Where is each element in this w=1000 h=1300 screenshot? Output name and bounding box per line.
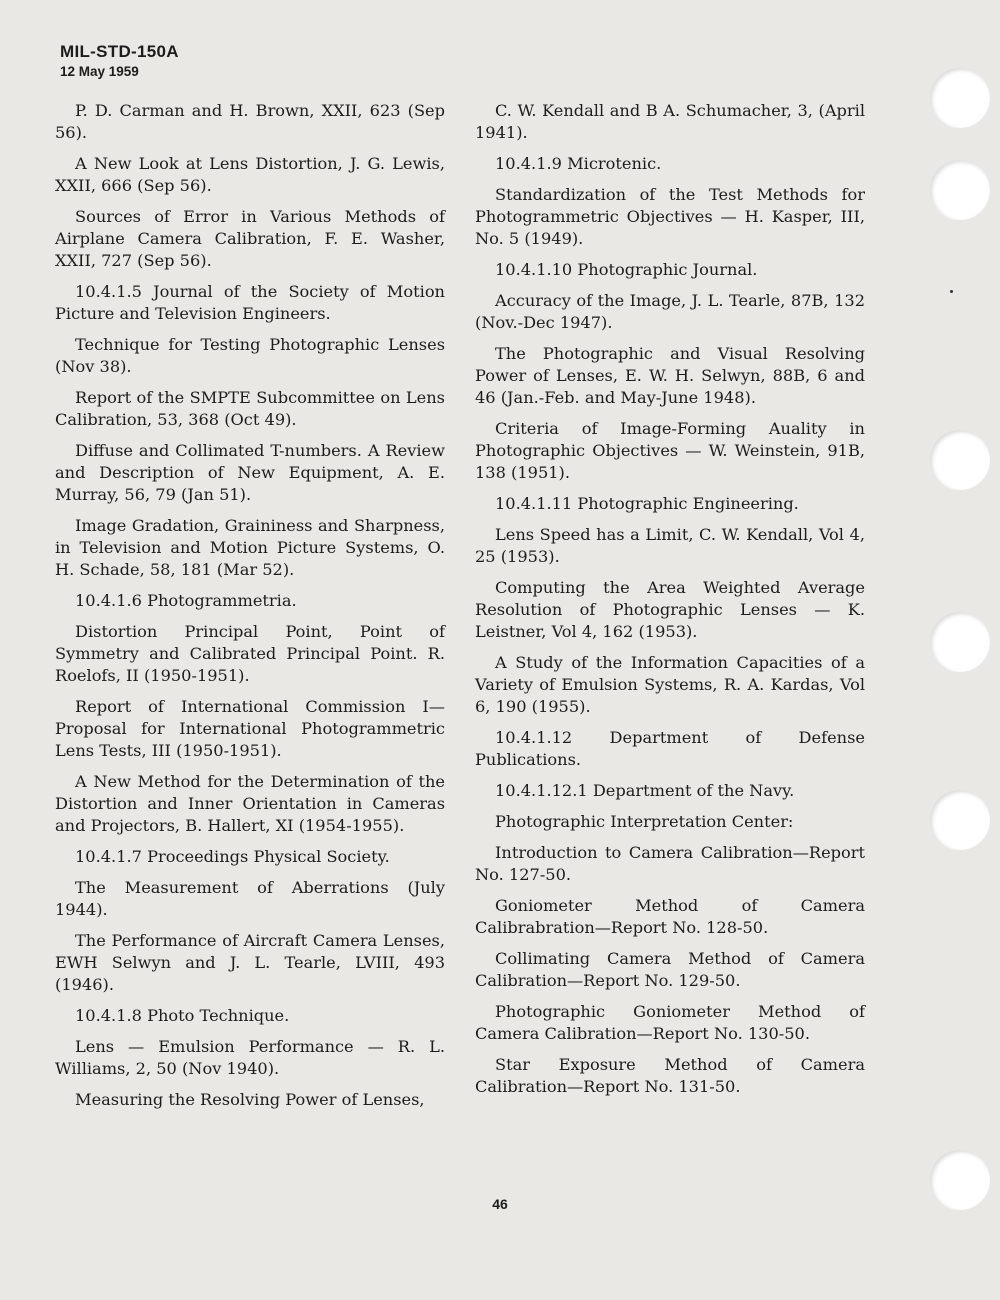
reference-entry: Image Gradation, Graininess and Sharpness, in Television and Motion Picture Systems, O. H. Schade, 58, 181 (Mar 52).: [55, 516, 445, 579]
reference-entry: Goniometer Method of Camera Calibrabration—Report No. 128-50.: [475, 896, 865, 937]
binder-hole: [930, 68, 990, 128]
reference-entry: Report of International Commission I— Proposal for International Photogrammetric Lens Tests, III (1950-1951).: [55, 697, 445, 760]
section-heading: 10.4.1.9 Microtenic.: [495, 154, 662, 173]
reference-entry: A New Method for the Determination of the Distortion and Inner Orientation in Cameras and Projectors, B. Hallert, XI (1954-1955).: [55, 772, 445, 835]
reference-entry: A Study of the Information Capacities of a Variety of Emulsion Systems, R. A. Kardas, Vol 6, 190 (1955).: [475, 653, 865, 716]
reference-entry: Photographic Goniometer Method of Camera Calibration—Report No. 130-50.: [475, 1002, 865, 1043]
reference-entry: C. W. Kendall and B A. Schumacher, 3, (April 1941).: [475, 101, 865, 142]
reference-entry: Lens Speed has a Limit, C. W. Kendall, Vol 4, 25 (1953).: [475, 525, 865, 566]
reference-entry: Criteria of Image-Forming Auality in Photographic Objectives — W. Weinstein, 91B, 138 (1951).: [475, 419, 865, 482]
sub-heading: Photographic Interpretation Center:: [495, 812, 794, 831]
page-header: [60, 42, 179, 79]
section-heading: 10.4.1.8 Photo Technique.: [75, 1006, 290, 1025]
document-date: 12 May 1959: [60, 64, 139, 79]
reference-entry: Measuring the Resolving Power of Lenses,: [75, 1090, 425, 1109]
reference-entry: Computing the Area Weighted Average Resolution of Photographic Lenses — K. Leistner, Vol 4, 162 (1953).: [475, 578, 865, 641]
reference-entry: Diffuse and Collimated T-numbers. A Review and Description of New Equipment, A. E. Murray, 56, 79 (Jan 51).: [55, 441, 445, 504]
right-column: [475, 100, 865, 1098]
page-number: 46: [492, 1196, 508, 1212]
document-id: MIL-STD-150A: [60, 42, 179, 61]
section-heading: 10.4.1.5 Journal of the Society of Motion Picture and Television Engineers.: [55, 282, 445, 323]
reference-entry: The Performance of Aircraft Camera Lenses, EWH Selwyn and J. L. Tearle, LVIII, 493 (1946).: [55, 931, 445, 994]
paper-speck: [950, 290, 953, 293]
reference-entry: Technique for Testing Photographic Lenses (Nov 38).: [55, 335, 445, 376]
reference-entry: P. D. Carman and H. Brown, XXII, 623 (Sep 56).: [55, 101, 445, 142]
binder-hole: [930, 790, 990, 850]
reference-entry: Lens — Emulsion Performance — R. L. Williams, 2, 50 (Nov 1940).: [55, 1037, 445, 1078]
reference-entry: Collimating Camera Method of Camera Calibration—Report No. 129-50.: [475, 949, 865, 990]
reference-entry: Standardization of the Test Methods for Photogrammetric Objectives — H. Kasper, III, No. 5 (1949).: [475, 185, 865, 248]
section-heading: 10.4.1.10 Photographic Journal.: [495, 260, 758, 279]
section-heading: 10.4.1.7 Proceedings Physical Society.: [75, 847, 390, 866]
left-column: [55, 100, 445, 1111]
reference-entry: Distortion Principal Point, Point of Symmetry and Calibrated Principal Point. R. Roelofs, II (1950-1951).: [55, 622, 445, 685]
section-heading: 10.4.1.6 Photogrammetria.: [75, 591, 297, 610]
reference-entry: A New Look at Lens Distortion, J. G. Lewis, XXII, 666 (Sep 56).: [55, 154, 445, 195]
reference-entry: The Photographic and Visual Resolving Power of Lenses, E. W. H. Selwyn, 88B, 6 and 46 (Jan.-Feb. and May-June 1948).: [475, 344, 865, 407]
section-heading: 10.4.1.11 Photographic Engineering.: [495, 494, 799, 513]
binder-hole: [930, 612, 990, 672]
reference-entry: Report of the SMPTE Subcommittee on Lens Calibration, 53, 368 (Oct 49).: [55, 388, 445, 429]
reference-entry: Sources of Error in Various Methods of Airplane Camera Calibration, F. E. Washer, XXII, 727 (Sep 56).: [55, 207, 445, 270]
reference-entry: Star Exposure Method of Camera Calibration—Report No. 131-50.: [475, 1055, 865, 1096]
section-heading: 10.4.1.12 Department of Defense Publications.: [475, 728, 865, 769]
binder-hole: [930, 160, 990, 220]
reference-entry: Introduction to Camera Calibration—Report No. 127-50.: [475, 843, 865, 884]
section-heading: 10.4.1.12.1 Department of the Navy.: [495, 781, 795, 800]
binder-hole: [930, 430, 990, 490]
reference-entry: Accuracy of the Image, J. L. Tearle, 87B, 132 (Nov.-Dec 1947).: [475, 291, 865, 332]
binder-hole: [930, 1150, 990, 1210]
reference-entry: The Measurement of Aberrations (July 1944).: [55, 878, 445, 919]
